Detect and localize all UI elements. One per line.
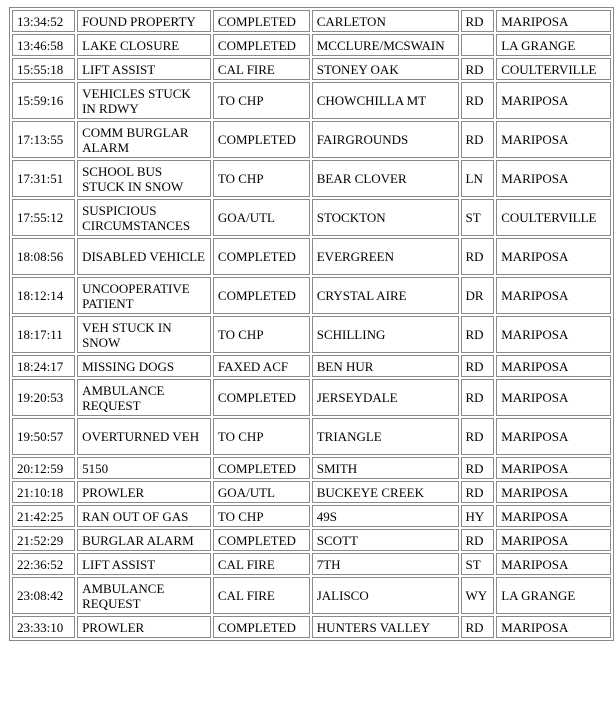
- call-city: MARIPOSA: [496, 379, 611, 416]
- call-disposition: TO CHP: [213, 505, 310, 527]
- table-row: [12, 10, 611, 32]
- call-type: COMM BURGLAR ALARM: [77, 121, 211, 158]
- call-type: PROWLER: [77, 481, 211, 503]
- call-time: 18:17:11: [12, 316, 75, 353]
- call-type: FOUND PROPERTY: [77, 10, 211, 32]
- call-disposition: GOA/UTL: [213, 481, 310, 503]
- call-time: 21:10:18: [12, 481, 75, 503]
- table-row: [12, 34, 611, 56]
- call-street-suffix: RD: [461, 121, 495, 158]
- call-type: BURGLAR ALARM: [77, 529, 211, 551]
- call-street: CRYSTAL AIRE: [312, 277, 459, 314]
- call-log-container: [9, 7, 614, 641]
- call-time: 23:33:10: [12, 616, 75, 638]
- table-row: [12, 418, 611, 455]
- call-time: 17:55:12: [12, 199, 75, 236]
- call-street-suffix: [461, 34, 495, 56]
- call-city: MARIPOSA: [496, 316, 611, 353]
- call-type: MISSING DOGS: [77, 355, 211, 377]
- call-city: MARIPOSA: [496, 82, 611, 119]
- call-type: LIFT ASSIST: [77, 553, 211, 575]
- call-street: CARLETON: [312, 10, 459, 32]
- call-disposition: TO CHP: [213, 160, 310, 197]
- table-row: [12, 160, 611, 197]
- table-row: [12, 58, 611, 80]
- call-city: MARIPOSA: [496, 418, 611, 455]
- table-row: [12, 355, 611, 377]
- call-street: SCOTT: [312, 529, 459, 551]
- call-time: 19:50:57: [12, 418, 75, 455]
- call-street: STOCKTON: [312, 199, 459, 236]
- call-city: COULTERVILLE: [496, 199, 611, 236]
- call-time: 15:55:18: [12, 58, 75, 80]
- call-city: MARIPOSA: [496, 553, 611, 575]
- table-row: [12, 505, 611, 527]
- call-street: JALISCO: [312, 577, 459, 614]
- call-street-suffix: RD: [461, 457, 495, 479]
- table-row: [12, 82, 611, 119]
- call-disposition: FAXED ACF: [213, 355, 310, 377]
- call-street: STONEY OAK: [312, 58, 459, 80]
- call-city: COULTERVILLE: [496, 58, 611, 80]
- call-street-suffix: RD: [461, 418, 495, 455]
- call-city: MARIPOSA: [496, 505, 611, 527]
- table-row: [12, 238, 611, 275]
- call-city: MARIPOSA: [496, 160, 611, 197]
- call-street: 7TH: [312, 553, 459, 575]
- call-city: MARIPOSA: [496, 277, 611, 314]
- call-type: RAN OUT OF GAS: [77, 505, 211, 527]
- call-disposition: TO CHP: [213, 316, 310, 353]
- call-time: 22:36:52: [12, 553, 75, 575]
- call-type: OVERTURNED VEH: [77, 418, 211, 455]
- call-type: AMBULANCE REQUEST: [77, 379, 211, 416]
- call-city: MARIPOSA: [496, 10, 611, 32]
- table-row: [12, 529, 611, 551]
- call-street-suffix: RD: [461, 529, 495, 551]
- call-disposition: GOA/UTL: [213, 199, 310, 236]
- call-street-suffix: LN: [461, 160, 495, 197]
- call-type: SCHOOL BUS STUCK IN SNOW: [77, 160, 211, 197]
- call-street: BUCKEYE CREEK: [312, 481, 459, 503]
- call-disposition: COMPLETED: [213, 10, 310, 32]
- call-city: MARIPOSA: [496, 121, 611, 158]
- call-city: MARIPOSA: [496, 481, 611, 503]
- call-disposition: COMPLETED: [213, 457, 310, 479]
- call-street: 49S: [312, 505, 459, 527]
- call-type: DISABLED VEHICLE: [77, 238, 211, 275]
- call-street-suffix: HY: [461, 505, 495, 527]
- call-time: 15:59:16: [12, 82, 75, 119]
- table-row: [12, 121, 611, 158]
- call-street-suffix: WY: [461, 577, 495, 614]
- call-disposition: CAL FIRE: [213, 577, 310, 614]
- table-row: [12, 379, 611, 416]
- call-time: 13:34:52: [12, 10, 75, 32]
- call-street-suffix: RD: [461, 316, 495, 353]
- call-disposition: TO CHP: [213, 82, 310, 119]
- call-street-suffix: DR: [461, 277, 495, 314]
- call-city: LA GRANGE: [496, 577, 611, 614]
- call-street: EVERGREEN: [312, 238, 459, 275]
- call-street-suffix: RD: [461, 616, 495, 638]
- call-type: SUSPICIOUS CIRCUMSTANCES: [77, 199, 211, 236]
- call-type: PROWLER: [77, 616, 211, 638]
- call-disposition: COMPLETED: [213, 277, 310, 314]
- call-street-suffix: RD: [461, 82, 495, 119]
- table-row: [12, 199, 611, 236]
- call-disposition: COMPLETED: [213, 379, 310, 416]
- call-time: 23:08:42: [12, 577, 75, 614]
- call-street-suffix: RD: [461, 355, 495, 377]
- call-time: 20:12:59: [12, 457, 75, 479]
- call-time: 18:08:56: [12, 238, 75, 275]
- call-street: BEN HUR: [312, 355, 459, 377]
- call-disposition: CAL FIRE: [213, 58, 310, 80]
- call-type: VEHICLES STUCK IN RDWY: [77, 82, 211, 119]
- call-street: JERSEYDALE: [312, 379, 459, 416]
- call-street: MCCLURE/MCSWAIN: [312, 34, 459, 56]
- call-city: MARIPOSA: [496, 616, 611, 638]
- call-time: 17:13:55: [12, 121, 75, 158]
- call-type: UNCOOPERATIVE PATIENT: [77, 277, 211, 314]
- call-disposition: TO CHP: [213, 418, 310, 455]
- table-row: [12, 481, 611, 503]
- call-type: LAKE CLOSURE: [77, 34, 211, 56]
- call-city: LA GRANGE: [496, 34, 611, 56]
- call-street-suffix: RD: [461, 10, 495, 32]
- call-log-table: [9, 7, 614, 641]
- call-street-suffix: ST: [461, 553, 495, 575]
- call-city: MARIPOSA: [496, 457, 611, 479]
- call-disposition: COMPLETED: [213, 34, 310, 56]
- call-log-body: [12, 10, 611, 638]
- call-street: SCHILLING: [312, 316, 459, 353]
- call-street-suffix: RD: [461, 58, 495, 80]
- call-time: 17:31:51: [12, 160, 75, 197]
- call-disposition: COMPLETED: [213, 121, 310, 158]
- call-disposition: CAL FIRE: [213, 553, 310, 575]
- call-time: 18:12:14: [12, 277, 75, 314]
- call-type: 5150: [77, 457, 211, 479]
- call-street-suffix: RD: [461, 481, 495, 503]
- table-row: [12, 577, 611, 614]
- table-row: [12, 616, 611, 638]
- table-row: [12, 316, 611, 353]
- call-street-suffix: RD: [461, 379, 495, 416]
- call-time: 21:42:25: [12, 505, 75, 527]
- call-time: 18:24:17: [12, 355, 75, 377]
- call-city: MARIPOSA: [496, 355, 611, 377]
- call-city: MARIPOSA: [496, 238, 611, 275]
- call-street: HUNTERS VALLEY: [312, 616, 459, 638]
- call-street-suffix: RD: [461, 238, 495, 275]
- call-time: 13:46:58: [12, 34, 75, 56]
- call-street: TRIANGLE: [312, 418, 459, 455]
- table-row: [12, 553, 611, 575]
- call-street: CHOWCHILLA MT: [312, 82, 459, 119]
- call-type: VEH STUCK IN SNOW: [77, 316, 211, 353]
- call-disposition: COMPLETED: [213, 238, 310, 275]
- table-row: [12, 277, 611, 314]
- call-time: 21:52:29: [12, 529, 75, 551]
- call-disposition: COMPLETED: [213, 529, 310, 551]
- table-row: [12, 457, 611, 479]
- call-time: 19:20:53: [12, 379, 75, 416]
- call-type: LIFT ASSIST: [77, 58, 211, 80]
- call-type: AMBULANCE REQUEST: [77, 577, 211, 614]
- call-street-suffix: ST: [461, 199, 495, 236]
- call-street: SMITH: [312, 457, 459, 479]
- call-street: FAIRGROUNDS: [312, 121, 459, 158]
- call-street: BEAR CLOVER: [312, 160, 459, 197]
- call-disposition: COMPLETED: [213, 616, 310, 638]
- call-city: MARIPOSA: [496, 529, 611, 551]
